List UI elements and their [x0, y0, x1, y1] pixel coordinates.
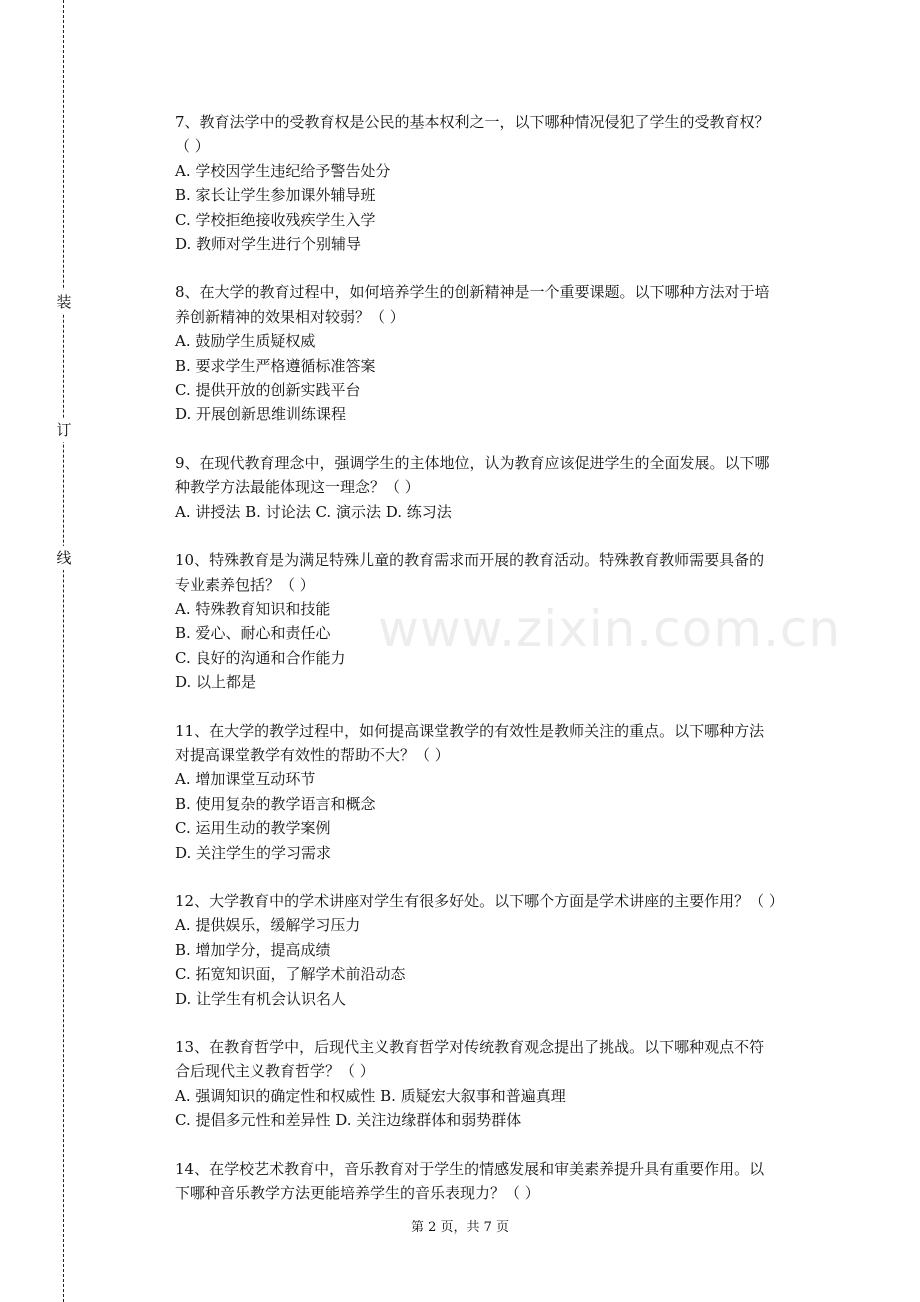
question-stem: 8、在大学的教育过程中，如何培养学生的创新精神是一个重要课题。以下哪种方法对于培	[175, 283, 770, 302]
option-b: B. 增加学分，提高成绩	[175, 940, 331, 959]
option-d: D. 让学生有机会认识名人	[175, 989, 347, 1008]
page-footer: 第 2 页，共 7 页	[410, 1220, 510, 1235]
option-c: C. 良好的沟通和合作能力	[175, 648, 346, 667]
question-13	[175, 1035, 823, 1133]
binding-char-ding: 订	[52, 418, 76, 442]
option-d: D. 教师对学生进行个别辅导	[175, 235, 362, 254]
option-c: C. 拓宽知识面，了解学术前沿动态	[175, 965, 406, 984]
option-b: B. 爱心、耐心和责任心	[175, 624, 331, 643]
binding-dashed-line	[63, 0, 64, 1302]
question-14	[175, 1157, 823, 1206]
option-c: C. 学校拒绝接收残疾学生入学	[175, 210, 376, 229]
option-c: C. 提供开放的创新实践平台	[175, 381, 361, 400]
question-stem: 下哪种音乐教学方法更能培养学生的音乐表现力？（ ）	[175, 1184, 540, 1203]
question-11	[175, 719, 823, 865]
question-list	[175, 110, 823, 1229]
options-ab: A. 强调知识的确定性和权威性 B. 质疑宏大叙事和普遍真理	[175, 1086, 566, 1105]
question-stem: 7、教育法学中的受教育权是公民的基本权利之一，以下哪种情况侵犯了学生的受教育权？	[175, 113, 770, 131]
option-b: B. 家长让学生参加课外辅导班	[175, 186, 376, 205]
question-stem: 11、在大学的教学过程中，如何提高课堂教学的有效性是教师关注的重点。以下哪种方法	[175, 721, 765, 740]
option-a: A. 增加课堂互动环节	[175, 770, 316, 789]
binding-char-xian: 线	[52, 546, 76, 570]
option-d: D. 开展创新思维训练课程	[175, 405, 347, 424]
option-b: B. 要求学生严格遵循标准答案	[175, 356, 376, 375]
question-9	[175, 451, 823, 524]
question-7	[175, 110, 823, 256]
question-stem: 种教学方法最能体现这一理念？（ ）	[175, 478, 420, 497]
binding-char-zhuang: 装	[52, 290, 76, 314]
question-stem: 13、在教育哲学中，后现代主义教育哲学对传统教育观念提出了挑战。以下哪种观点不符	[175, 1038, 765, 1056]
question-stem: 专业素养包括？（ ）	[175, 575, 315, 594]
question-8	[175, 280, 823, 426]
option-a: A. 特殊教育知识和技能	[175, 599, 331, 618]
option-d: D. 关注学生的学习需求	[175, 843, 332, 862]
question-stem: 10、特殊教育是为满足特殊儿童的教育需求而开展的教育活动。特殊教育教师需要具备的	[175, 551, 765, 570]
option-a: A. 提供娱乐，缓解学习压力	[175, 916, 361, 935]
question-stem: 14、在学校艺术教育中，音乐教育对于学生的情感发展和审美素养提升具有重要作用。以	[175, 1159, 765, 1178]
options-inline: A. 讲授法 B. 讨论法 C. 演示法 D. 练习法	[175, 502, 452, 521]
question-10	[175, 548, 823, 694]
question-12	[175, 889, 823, 1011]
option-c: C. 运用生动的教学案例	[175, 819, 331, 838]
option-b: B. 使用复杂的教学语言和概念	[175, 794, 376, 813]
question-stem: 9、在现代教育理念中，强调学生的主体地位，认为教育应该促进学生的全面发展。以下哪	[175, 453, 770, 472]
option-a: A. 鼓励学生质疑权威	[175, 332, 316, 351]
question-stem: 对提高课堂教学有效性的帮助不大？（ ）	[175, 745, 450, 764]
question-stem: （ ）	[175, 137, 210, 156]
option-d: D. 以上都是	[175, 673, 257, 692]
options-cd: C. 提倡多元性和差异性 D. 关注边缘群体和弱势群体	[175, 1111, 522, 1130]
question-stem: 合后现代主义教育哲学？（ ）	[175, 1062, 375, 1081]
question-stem: 12、大学教育中的学术讲座对学生有很多好处。以下哪个方面是学术讲座的主要作用？（ ）	[175, 891, 784, 910]
question-stem: 养创新精神的效果相对较弱？（ ）	[175, 307, 405, 326]
option-a: A. 学校因学生违纪给予警告处分	[175, 161, 391, 180]
watermark: www.zixin.com.cn	[378, 600, 842, 658]
